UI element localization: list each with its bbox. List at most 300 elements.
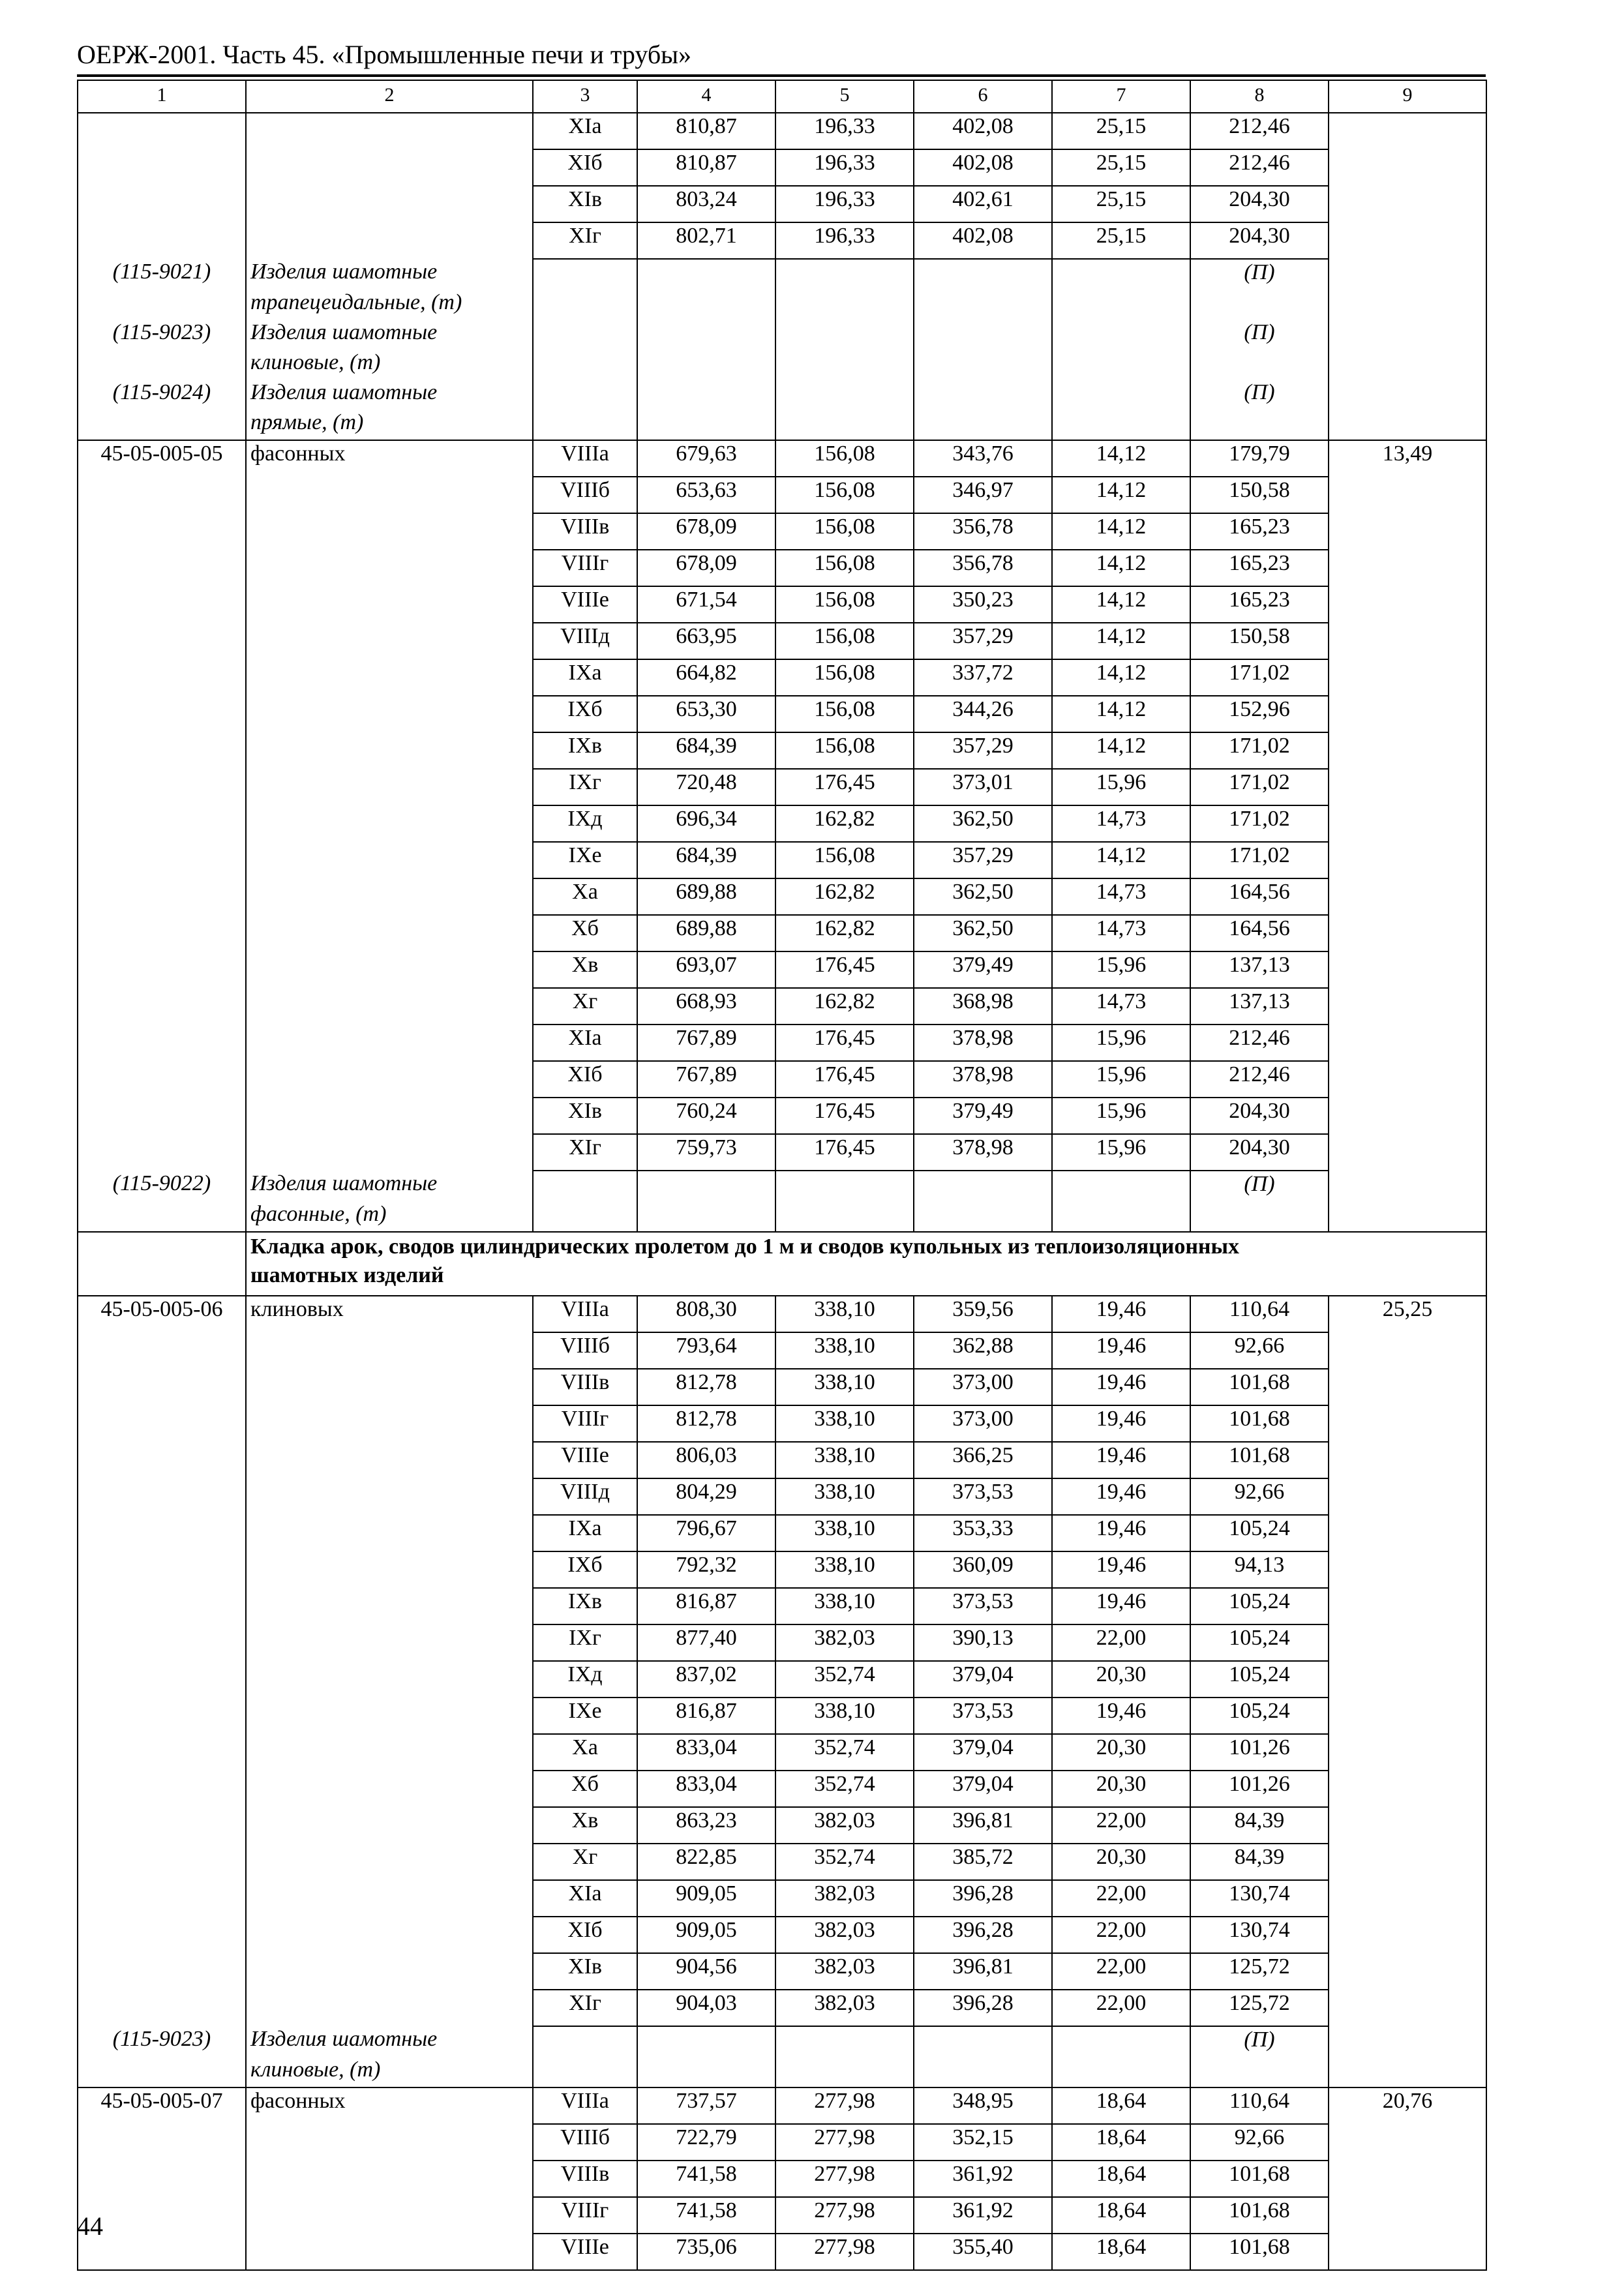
value-cell: 156,08 xyxy=(775,550,914,586)
column-header: 1 xyxy=(78,80,246,113)
material-row xyxy=(78,380,1486,410)
col9-cell xyxy=(1329,1880,1486,1917)
table-row xyxy=(78,1405,1486,1442)
zone-cell: VIIIе xyxy=(533,1442,637,1478)
item-name: клиновых xyxy=(246,1296,533,1332)
value-cell: 362,50 xyxy=(914,805,1052,842)
material-row-cont xyxy=(78,410,1486,440)
item-name xyxy=(246,1661,533,1698)
value-cell: 156,08 xyxy=(775,586,914,623)
col9-cell xyxy=(1329,2234,1486,2270)
value-cell: 802,71 xyxy=(637,222,775,259)
table-row xyxy=(78,113,1486,149)
table-row xyxy=(78,1442,1486,1478)
item-name xyxy=(246,696,533,732)
empty-cell xyxy=(533,259,637,290)
item-code xyxy=(78,1807,246,1844)
value-cell: 20,30 xyxy=(1052,1661,1190,1698)
value-cell: 22,00 xyxy=(1052,1990,1190,2026)
col9-cell xyxy=(1329,1515,1486,1551)
value-cell: 92,66 xyxy=(1190,1332,1329,1369)
value-cell: 402,08 xyxy=(914,113,1052,149)
value-cell: 382,03 xyxy=(775,1880,914,1917)
empty-cell xyxy=(914,2026,1052,2057)
value-cell: 171,02 xyxy=(1190,842,1329,878)
table-row xyxy=(78,732,1486,769)
value-cell: 171,02 xyxy=(1190,769,1329,805)
value-cell: 92,66 xyxy=(1190,2124,1329,2161)
value-cell: 361,92 xyxy=(914,2161,1052,2197)
value-cell: 352,74 xyxy=(775,1771,914,1807)
value-cell: 356,78 xyxy=(914,513,1052,550)
value-cell: 810,87 xyxy=(637,113,775,149)
value-cell: 162,82 xyxy=(775,805,914,842)
empty-cell xyxy=(78,290,246,320)
value-cell: 382,03 xyxy=(775,1807,914,1844)
zone-cell: XIб xyxy=(533,149,637,186)
value-cell: 277,98 xyxy=(775,2087,914,2124)
value-cell: 396,28 xyxy=(914,1990,1052,2026)
value-cell: 816,87 xyxy=(637,1588,775,1624)
value-cell: 14,12 xyxy=(1052,477,1190,513)
col9-cell xyxy=(1329,1953,1486,1990)
value-cell: 693,07 xyxy=(637,951,775,988)
value-cell: 19,46 xyxy=(1052,1588,1190,1624)
value-cell: 277,98 xyxy=(775,2234,914,2270)
value-cell: 350,23 xyxy=(914,586,1052,623)
column-header: 9 xyxy=(1329,80,1486,113)
value-cell: 373,00 xyxy=(914,1405,1052,1442)
empty-cell xyxy=(914,259,1052,290)
value-cell: 196,33 xyxy=(775,113,914,149)
value-cell: 810,87 xyxy=(637,149,775,186)
value-cell: 101,68 xyxy=(1190,2234,1329,2270)
material-code: (115-9022) xyxy=(78,1171,246,1201)
empty-cell xyxy=(637,2057,775,2087)
value-cell: 833,04 xyxy=(637,1734,775,1771)
empty-cell xyxy=(914,2057,1052,2087)
value-cell: 165,23 xyxy=(1190,550,1329,586)
item-code xyxy=(78,842,246,878)
item-code xyxy=(78,1624,246,1661)
value-cell: 212,46 xyxy=(1190,149,1329,186)
page-header xyxy=(77,38,1486,72)
value-cell: 337,72 xyxy=(914,659,1052,696)
value-cell: 156,08 xyxy=(775,696,914,732)
material-name: Изделия шамотные xyxy=(246,259,533,290)
zone-cell: IXг xyxy=(533,1624,637,1661)
value-cell: 396,81 xyxy=(914,1953,1052,1990)
value-cell: 165,23 xyxy=(1190,513,1329,550)
item-code xyxy=(78,696,246,732)
value-cell: 18,64 xyxy=(1052,2087,1190,2124)
table-row xyxy=(78,149,1486,186)
empty-cell xyxy=(1052,2026,1190,2057)
value-cell: 382,03 xyxy=(775,1917,914,1953)
value-cell: 378,98 xyxy=(914,1134,1052,1171)
empty-cell xyxy=(1329,2026,1486,2057)
value-cell: 18,64 xyxy=(1052,2161,1190,2197)
value-cell: 382,03 xyxy=(775,1990,914,2026)
material-name-cont: клиновые, (т) xyxy=(246,350,533,380)
zone-cell: XIб xyxy=(533,1061,637,1098)
empty-cell xyxy=(914,350,1052,380)
value-cell: 359,56 xyxy=(914,1296,1052,1332)
value-cell: 204,30 xyxy=(1190,222,1329,259)
section-heading-line: шамотных изделий xyxy=(250,1263,444,1287)
zone-cell: XIв xyxy=(533,1953,637,1990)
value-cell: 156,08 xyxy=(775,623,914,659)
value-cell: 338,10 xyxy=(775,1515,914,1551)
value-cell: 137,13 xyxy=(1190,988,1329,1025)
material-row-cont xyxy=(78,290,1486,320)
item-code xyxy=(78,988,246,1025)
value-cell: 22,00 xyxy=(1052,1624,1190,1661)
col9-cell xyxy=(1329,477,1486,513)
item-name xyxy=(246,1134,533,1171)
item-code xyxy=(78,769,246,805)
value-cell: 125,72 xyxy=(1190,1990,1329,2026)
zone-cell: IXе xyxy=(533,1698,637,1734)
value-cell: 804,29 xyxy=(637,1478,775,1515)
empty-cell xyxy=(637,380,775,410)
value-cell: 101,26 xyxy=(1190,1734,1329,1771)
item-code xyxy=(78,1478,246,1515)
table-row xyxy=(78,186,1486,222)
table-row xyxy=(78,2087,1486,2124)
table-row xyxy=(78,915,1486,951)
value-cell: 14,73 xyxy=(1052,915,1190,951)
item-name xyxy=(246,1880,533,1917)
value-cell: 373,01 xyxy=(914,769,1052,805)
value-cell: 720,48 xyxy=(637,769,775,805)
col9-cell xyxy=(1329,1332,1486,1369)
value-cell: 812,78 xyxy=(637,1369,775,1405)
item-name xyxy=(246,878,533,915)
item-name xyxy=(246,769,533,805)
item-code xyxy=(78,513,246,550)
item-name xyxy=(246,1442,533,1478)
value-cell: 84,39 xyxy=(1190,1844,1329,1880)
zone-cell: IXд xyxy=(533,1661,637,1698)
value-cell: 130,74 xyxy=(1190,1880,1329,1917)
table-row xyxy=(78,951,1486,988)
material-row xyxy=(78,2026,1486,2057)
empty-cell xyxy=(1190,2057,1329,2087)
value-cell: 361,92 xyxy=(914,2197,1052,2234)
empty-cell xyxy=(1329,1201,1486,1232)
item-code xyxy=(78,1025,246,1061)
value-cell: 382,03 xyxy=(775,1953,914,1990)
value-cell: 760,24 xyxy=(637,1098,775,1134)
value-cell: 373,00 xyxy=(914,1369,1052,1405)
zone-cell: VIIIв xyxy=(533,513,637,550)
table-row xyxy=(78,1551,1486,1588)
value-cell: 165,23 xyxy=(1190,586,1329,623)
item-code xyxy=(78,1098,246,1134)
table-row xyxy=(78,2124,1486,2161)
value-cell: 14,12 xyxy=(1052,550,1190,586)
value-cell: 360,09 xyxy=(914,1551,1052,1588)
col9-cell xyxy=(1329,1551,1486,1588)
zone-cell: Xа xyxy=(533,878,637,915)
col9-cell xyxy=(1329,769,1486,805)
value-cell: 171,02 xyxy=(1190,659,1329,696)
material-mark: (П) xyxy=(1190,2026,1329,2057)
value-cell: 18,64 xyxy=(1052,2197,1190,2234)
value-cell: 689,88 xyxy=(637,915,775,951)
value-cell: 105,24 xyxy=(1190,1588,1329,1624)
value-cell: 668,93 xyxy=(637,988,775,1025)
value-cell: 379,04 xyxy=(914,1771,1052,1807)
value-cell: 357,29 xyxy=(914,623,1052,659)
item-code xyxy=(78,1369,246,1405)
table-row xyxy=(78,513,1486,550)
value-cell: 164,56 xyxy=(1190,915,1329,951)
item-code xyxy=(78,1061,246,1098)
item-code xyxy=(78,951,246,988)
value-cell: 20,30 xyxy=(1052,1844,1190,1880)
col9-cell xyxy=(1329,1661,1486,1698)
empty-cell xyxy=(1329,290,1486,320)
value-cell: 15,96 xyxy=(1052,1061,1190,1098)
value-cell: 15,96 xyxy=(1052,1098,1190,1134)
zone-cell: VIIIб xyxy=(533,477,637,513)
value-cell: 741,58 xyxy=(637,2161,775,2197)
zone-cell: IXе xyxy=(533,842,637,878)
item-name xyxy=(246,1734,533,1771)
empty-cell xyxy=(775,2057,914,2087)
value-cell: 156,08 xyxy=(775,732,914,769)
material-row xyxy=(78,1171,1486,1201)
table-row xyxy=(78,1588,1486,1624)
column-header: 8 xyxy=(1190,80,1329,113)
col9-cell xyxy=(1329,659,1486,696)
empty-cell xyxy=(914,290,1052,320)
item-name xyxy=(246,1061,533,1098)
value-cell: 22,00 xyxy=(1052,1880,1190,1917)
col9-cell xyxy=(1329,951,1486,988)
item-code xyxy=(78,149,246,186)
table-row xyxy=(78,586,1486,623)
value-cell: 196,33 xyxy=(775,149,914,186)
value-cell: 684,39 xyxy=(637,732,775,769)
item-name xyxy=(246,1551,533,1588)
empty-cell xyxy=(775,2026,914,2057)
value-cell: 137,13 xyxy=(1190,951,1329,988)
item-code: 45-05-005-05 xyxy=(78,440,246,477)
value-cell: 863,23 xyxy=(637,1807,775,1844)
value-cell: 14,12 xyxy=(1052,842,1190,878)
col9-cell xyxy=(1329,1734,1486,1771)
zone-cell: XIа xyxy=(533,113,637,149)
value-cell: 338,10 xyxy=(775,1588,914,1624)
empty-cell xyxy=(637,320,775,350)
item-code xyxy=(78,1953,246,1990)
value-cell: 277,98 xyxy=(775,2161,914,2197)
zone-cell: VIIIб xyxy=(533,1332,637,1369)
col9-cell xyxy=(1329,586,1486,623)
empty-cell xyxy=(78,2057,246,2087)
table-row xyxy=(78,1369,1486,1405)
value-cell: 366,25 xyxy=(914,1442,1052,1478)
item-code xyxy=(78,659,246,696)
item-code xyxy=(78,1134,246,1171)
zone-cell: Xв xyxy=(533,1807,637,1844)
col9-cell xyxy=(1329,1844,1486,1880)
value-cell: 15,96 xyxy=(1052,1025,1190,1061)
section-heading xyxy=(246,1232,1486,1296)
value-cell: 130,74 xyxy=(1190,1917,1329,1953)
item-code xyxy=(78,1551,246,1588)
col9-cell xyxy=(1329,696,1486,732)
value-cell: 212,46 xyxy=(1190,113,1329,149)
col9-cell xyxy=(1329,149,1486,186)
value-cell: 373,53 xyxy=(914,1478,1052,1515)
empty-cell xyxy=(533,1201,637,1232)
value-cell: 759,73 xyxy=(637,1134,775,1171)
col9-cell xyxy=(1329,1698,1486,1734)
value-cell: 18,64 xyxy=(1052,2124,1190,2161)
zone-cell: VIIIд xyxy=(533,1478,637,1515)
empty-cell xyxy=(914,380,1052,410)
value-cell: 803,24 xyxy=(637,186,775,222)
value-cell: 653,63 xyxy=(637,477,775,513)
value-cell: 176,45 xyxy=(775,769,914,805)
item-name xyxy=(246,1478,533,1515)
zone-cell: XIб xyxy=(533,1917,637,1953)
empty-cell xyxy=(1190,290,1329,320)
col9-cell xyxy=(1329,222,1486,259)
value-cell: 352,15 xyxy=(914,2124,1052,2161)
value-cell: 735,06 xyxy=(637,2234,775,2270)
empty-cell xyxy=(775,380,914,410)
col9-cell xyxy=(1329,1405,1486,1442)
col9-cell xyxy=(1329,2197,1486,2234)
item-code xyxy=(78,1515,246,1551)
empty-cell xyxy=(914,320,1052,350)
item-code xyxy=(78,805,246,842)
item-name xyxy=(246,1917,533,1953)
item-code xyxy=(78,186,246,222)
value-cell: 18,64 xyxy=(1052,2234,1190,2270)
value-cell: 767,89 xyxy=(637,1061,775,1098)
material-row-cont xyxy=(78,2057,1486,2087)
value-cell: 176,45 xyxy=(775,951,914,988)
value-cell: 101,68 xyxy=(1190,1442,1329,1478)
item-code xyxy=(78,1405,246,1442)
value-cell: 176,45 xyxy=(775,1134,914,1171)
table-row xyxy=(78,440,1486,477)
value-cell: 152,96 xyxy=(1190,696,1329,732)
table-row xyxy=(78,1515,1486,1551)
item-code xyxy=(78,1698,246,1734)
value-cell: 84,39 xyxy=(1190,1807,1329,1844)
empty-cell xyxy=(533,410,637,440)
value-cell: 796,67 xyxy=(637,1515,775,1551)
value-cell: 837,02 xyxy=(637,1661,775,1698)
zone-cell: IXв xyxy=(533,732,637,769)
col9-cell xyxy=(1329,1624,1486,1661)
empty-cell xyxy=(775,1201,914,1232)
value-cell: 19,46 xyxy=(1052,1442,1190,1478)
value-cell: 379,04 xyxy=(914,1661,1052,1698)
value-cell: 352,74 xyxy=(775,1734,914,1771)
table-row xyxy=(78,2161,1486,2197)
value-cell: 19,46 xyxy=(1052,1296,1190,1332)
item-name xyxy=(246,805,533,842)
value-cell: 105,24 xyxy=(1190,1515,1329,1551)
value-cell: 105,24 xyxy=(1190,1698,1329,1734)
table-row xyxy=(78,550,1486,586)
zone-cell: XIа xyxy=(533,1025,637,1061)
price-table xyxy=(77,80,1487,2271)
item-code xyxy=(78,1844,246,1880)
empty-cell xyxy=(78,1201,246,1232)
value-cell: 722,79 xyxy=(637,2124,775,2161)
value-cell: 362,88 xyxy=(914,1332,1052,1369)
column-header: 4 xyxy=(637,80,775,113)
zone-cell: XIв xyxy=(533,186,637,222)
empty-cell xyxy=(775,410,914,440)
empty-cell xyxy=(1329,350,1486,380)
table-row xyxy=(78,623,1486,659)
empty-cell xyxy=(1190,1201,1329,1232)
value-cell: 22,00 xyxy=(1052,1807,1190,1844)
value-cell: 14,12 xyxy=(1052,732,1190,769)
item-code xyxy=(78,2124,246,2161)
value-cell: 14,12 xyxy=(1052,586,1190,623)
empty-cell xyxy=(533,380,637,410)
value-cell: 741,58 xyxy=(637,2197,775,2234)
value-cell: 101,68 xyxy=(1190,1405,1329,1442)
value-cell: 653,30 xyxy=(637,696,775,732)
value-cell: 379,49 xyxy=(914,951,1052,988)
zone-cell: Xб xyxy=(533,1771,637,1807)
value-cell: 14,12 xyxy=(1052,440,1190,477)
value-cell: 176,45 xyxy=(775,1025,914,1061)
value-cell: 162,82 xyxy=(775,915,914,951)
empty-cell xyxy=(637,1201,775,1232)
material-name: Изделия шамотные xyxy=(246,320,533,350)
value-cell: 19,46 xyxy=(1052,1332,1190,1369)
col9-cell xyxy=(1329,1917,1486,1953)
item-name xyxy=(246,1771,533,1807)
value-cell: 396,28 xyxy=(914,1917,1052,1953)
col9-cell xyxy=(1329,113,1486,149)
column-header: 3 xyxy=(533,80,637,113)
empty-cell xyxy=(1329,320,1486,350)
value-cell: 94,13 xyxy=(1190,1551,1329,1588)
value-cell: 19,46 xyxy=(1052,1478,1190,1515)
item-name xyxy=(246,988,533,1025)
value-cell: 101,68 xyxy=(1190,1369,1329,1405)
value-cell: 379,49 xyxy=(914,1098,1052,1134)
value-cell: 156,08 xyxy=(775,440,914,477)
item-code xyxy=(78,1588,246,1624)
item-code xyxy=(78,915,246,951)
table-row xyxy=(78,1624,1486,1661)
value-cell: 25,15 xyxy=(1052,149,1190,186)
col9-cell xyxy=(1329,1588,1486,1624)
empty-cell xyxy=(1052,320,1190,350)
material-code: (115-9024) xyxy=(78,380,246,410)
item-name xyxy=(246,1332,533,1369)
header-rule xyxy=(77,74,1486,77)
zone-cell: XIв xyxy=(533,1098,637,1134)
zone-cell: VIIIг xyxy=(533,1405,637,1442)
value-cell: 156,08 xyxy=(775,477,914,513)
